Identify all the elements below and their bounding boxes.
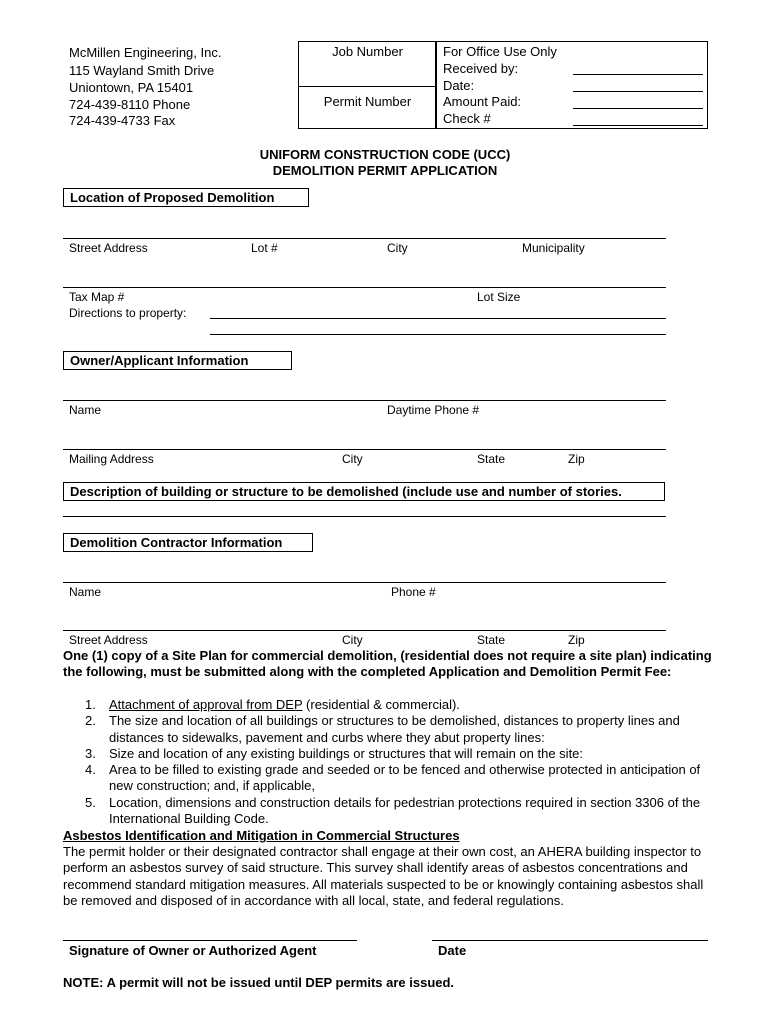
requirement-item-3: 3. Size and location of any existing buildings or structures that will remain on the site: xyxy=(85,745,584,761)
contractor-name-line[interactable] xyxy=(63,582,666,583)
office-use-box xyxy=(435,41,708,129)
company-name: McMillen Engineering, Inc. xyxy=(69,45,222,60)
street-address-label: Street Address xyxy=(69,241,148,255)
requirement-text-5: Location, dimensions and construction details for pedestrian protections required in section 3306 of the International Building Code. xyxy=(109,794,701,827)
signature-line[interactable] xyxy=(63,940,357,941)
date-label: Date: xyxy=(443,78,475,93)
owner-state-label: State xyxy=(477,452,506,466)
form-title-line2: DEMOLITION PERMIT APPLICATION xyxy=(272,163,498,178)
owner-name-line[interactable] xyxy=(63,400,666,401)
contractor-name-label: Name xyxy=(69,585,102,599)
company-address-line1: 115 Wayland Smith Drive xyxy=(69,63,215,78)
description-line[interactable] xyxy=(63,516,666,517)
check-label: Check # xyxy=(443,111,491,126)
location-heading: Location of Proposed Demolition xyxy=(63,188,309,207)
city-label: City xyxy=(387,241,408,255)
directions-line-2[interactable] xyxy=(210,334,666,335)
form-title-line1: UNIFORM CONSTRUCTION CODE (UCC) xyxy=(259,147,511,162)
owner-zip-label: Zip xyxy=(568,452,585,466)
contractor-zip-label: Zip xyxy=(568,633,585,647)
date-line[interactable] xyxy=(573,91,703,92)
municipality-label: Municipality xyxy=(522,241,585,255)
mailing-address-label: Mailing Address xyxy=(69,452,154,466)
job-number-line xyxy=(299,86,436,87)
asbestos-heading: Asbestos Identification and Mitigation in Commercial Structures xyxy=(63,828,460,843)
company-fax: 724-439-4733 Fax xyxy=(69,113,176,128)
requirement-text-2: The size and location of all buildings or structures to be demolished, distances to property lines and distances to sidewalks, pavement and curbs where they abut property lines: xyxy=(109,713,680,745)
contractor-street-label: Street Address xyxy=(69,633,148,647)
lot-size-label: Lot Size xyxy=(477,290,521,304)
requirement-item-5: 5. Location, dimensions and construction details for pedestrian protections required in section 3306 of the International Building Code. xyxy=(85,794,701,827)
contractor-address-line[interactable] xyxy=(63,630,666,631)
dep-approval-link[interactable]: Attachment of approval from DEP xyxy=(109,697,303,712)
requirement-text-3: Size and location of any existing buildings or structures that will remain on the site: xyxy=(109,745,584,761)
office-use-title: For Office Use Only xyxy=(443,44,557,59)
permit-number-label: Permit Number xyxy=(323,94,412,109)
directions-label: Directions to property: xyxy=(69,306,187,320)
owner-city-label: City xyxy=(342,452,363,466)
date-signature-line[interactable] xyxy=(432,940,708,941)
job-permit-box xyxy=(298,41,437,129)
asbestos-body: The permit holder or their designated contractor shall engage at their own cost, an AHERA building inspector to perform an asbestos survey of said structure. This survey shall identify areas of asbestos concentrations and recommend standard mitigation measures. All materials suspected to be or knowingly containing asbestos shall be removed and disposed of in accordance with all local, state, and federal regulations. xyxy=(63,844,704,908)
requirement-text-4: Area to be filled to existing grade and seeded or to be fenced and otherwise protected in anticipation of new construction; and, if applicable, xyxy=(109,762,701,794)
contractor-city-label: City xyxy=(342,633,363,647)
mailing-address-line[interactable] xyxy=(63,449,666,450)
contractor-heading: Demolition Contractor Information xyxy=(63,533,313,552)
owner-phone-label: Daytime Phone # xyxy=(387,403,480,417)
check-line[interactable] xyxy=(573,125,703,126)
company-phone: 724-439-8110 Phone xyxy=(69,97,191,112)
amount-paid-line[interactable] xyxy=(573,108,703,109)
requirement-item-2: 2. The size and location of all buildings or structures to be demolished, distances to property lines and distances to sidewalks, pavement and curbs where they abut property lines: xyxy=(85,713,680,745)
site-plan-intro: One (1) copy of a Site Plan for commercial demolition, (residential does not require a site plan) indicating the following, must be submitted along with the completed Application and Demolition Permit Fee: xyxy=(63,648,712,680)
requirement-text-1: (residential & commercial). xyxy=(302,697,460,712)
signature-label: Signature of Owner or Authorized Agent xyxy=(69,943,317,958)
lot-label: Lot # xyxy=(251,241,278,255)
company-address-line2: Uniontown, PA 15401 xyxy=(69,80,194,95)
contractor-phone-label: Phone # xyxy=(391,585,436,599)
tax-map-line[interactable] xyxy=(63,287,666,288)
requirement-item-4: 4. Area to be filled to existing grade and seeded or to be fenced and otherwise protected in anticipation of new construction; and, if applicable, xyxy=(85,762,701,794)
owner-name-label: Name xyxy=(69,403,102,417)
owner-heading: Owner/Applicant Information xyxy=(63,351,292,370)
permit-note: NOTE: A permit will not be issued until DEP permits are issued. xyxy=(63,975,455,990)
received-by-label: Received by: xyxy=(443,61,519,76)
contractor-state-label: State xyxy=(477,633,506,647)
description-heading: Description of building or structure to be demolished (include use and number of stories. xyxy=(63,482,665,501)
street-address-line[interactable] xyxy=(63,238,666,239)
received-by-line[interactable] xyxy=(573,74,703,75)
tax-map-label: Tax Map # xyxy=(69,290,125,304)
requirement-item-1: 1. Attachment of approval from DEP (residential & commercial). xyxy=(85,697,460,712)
job-number-label: Job Number xyxy=(332,44,403,59)
directions-line-1[interactable] xyxy=(210,318,666,319)
amount-paid-label: Amount Paid: xyxy=(443,94,522,109)
signature-date-label: Date xyxy=(438,943,467,958)
site-plan-requirements xyxy=(63,697,713,827)
